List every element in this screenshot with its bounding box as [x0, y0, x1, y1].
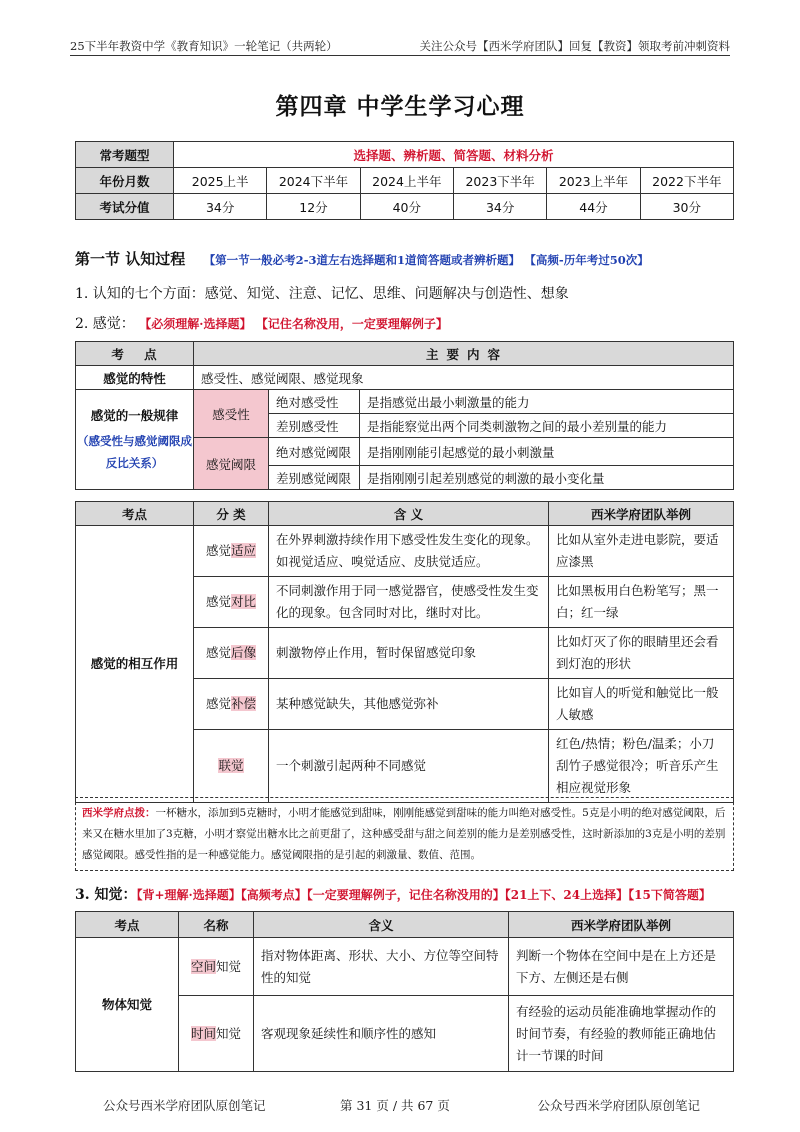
- years-label: 年份月数: [76, 168, 174, 194]
- score-cell: 34分: [174, 194, 267, 220]
- interaction-meaning: 一个刺激引起两种不同感觉: [269, 730, 549, 803]
- interaction-meaning: 刺激物停止作用，暂时保留感觉印象: [269, 628, 549, 679]
- perception-key: 物体知觉: [76, 938, 179, 1072]
- item-perception-label: 3. 知觉：: [75, 887, 137, 903]
- law-term: 绝对感受性: [269, 390, 360, 414]
- perception-name: [179, 996, 254, 1072]
- table-header-cell: 考 点: [76, 342, 194, 366]
- footer-left-text: 公众号西米学府团队原创笔记: [103, 1098, 266, 1113]
- page-number: 第 31 页 / 共 67 页: [340, 1098, 450, 1113]
- sensation-law-key: [76, 390, 194, 490]
- question-types-label: 常考题型: [76, 142, 174, 168]
- type-highlight: 联觉: [218, 758, 244, 773]
- year-cell: 2024上半年: [360, 168, 453, 194]
- item-sensation-tag: 【记住名称没用，一定要理解例子】: [255, 317, 448, 331]
- table-header-cell: 分 类: [194, 502, 269, 526]
- tip-text: 一杯糖水，添加到5克糖时，小明才能感觉到甜味，刚刚能感觉到甜味的能力叫绝对感受性。5克是小明的绝对感觉阈限，后来又在糖水里加了3克糖，小明才察觉出糖水比之前更甜了，这种感受甜与甜之间差别的能力是差别感受性，这时新添加的3克是小明的差别感觉阈限。感受性指的是一种感觉能力。感觉阈限指的是引起的刺激量、数值、范围。: [82, 807, 726, 861]
- year-cell: 2023下半年: [453, 168, 546, 194]
- interaction-meaning: 不同刺激作用于同一感觉器官，使感受性发生变化的现象。包含同时对比，继时对比。: [269, 577, 549, 628]
- law-term: 差别感受性: [269, 414, 360, 438]
- interaction-example: 比如盲人的听觉和触觉比一般人敏感: [549, 679, 734, 730]
- score-cell: 40分: [360, 194, 453, 220]
- item-perception: [75, 884, 711, 904]
- score-cell: 44分: [547, 194, 640, 220]
- header-left-text: 25下半年教资中学《教育知识》一轮笔记（共两轮）: [70, 39, 338, 53]
- table-header-cell: 主要内容: [194, 342, 734, 366]
- table-header-cell: 含 义: [269, 502, 549, 526]
- sensation-feature-value: 感受性、感觉阈限、感觉现象: [194, 366, 734, 390]
- tip-heading: 西米学府点拨：: [82, 807, 156, 819]
- type-highlight: 对比: [231, 594, 257, 609]
- tip-box: [75, 797, 734, 871]
- section-title: 第一节 认知过程: [75, 250, 186, 268]
- interaction-type: [194, 679, 269, 730]
- header-right-text: 关注公众号【西米学府团队】回复【教资】领取考前冲刺资料: [419, 39, 730, 53]
- type-prefix: 感觉: [205, 696, 231, 711]
- interaction-type: [194, 628, 269, 679]
- law-definition: 是指能察觉出两个同类刺激物之间的最小差别量的能力: [360, 414, 734, 438]
- interaction-type: [194, 577, 269, 628]
- sensitivity-group: 感受性: [194, 390, 269, 438]
- chapter-title: 第四章 中学生学习心理: [275, 93, 525, 120]
- section-frequency-note: 【高频-历年考过50次】: [524, 253, 649, 267]
- item-perception-tags: 【背+理解·选择题】【高频考点】【一定要理解例子，记住名称没用的】【21上下、24上选择】【15下简答题】: [136, 888, 711, 902]
- year-cell: 2022下半年: [640, 168, 733, 194]
- interaction-example: 比如灯灭了你的眼睛里还会看到灯泡的形状: [549, 628, 734, 679]
- interaction-key: 感觉的相互作用: [76, 526, 194, 803]
- interaction-example: 比如黑板用白色粉笔写；黑一白；红一绿: [549, 577, 734, 628]
- sensation-feature-key: 感觉的特性: [76, 366, 194, 390]
- interaction-example: 红色/热情；粉色/温柔；小刀刮竹子感觉很冷；听音乐产生相应视觉形象: [549, 730, 734, 803]
- name-highlight: 时间: [190, 1025, 216, 1041]
- section-note: 【第一节一般必考2-3道左右选择题和1道简答题或者辨析题】: [203, 253, 520, 267]
- name-suffix: 知觉: [216, 1025, 242, 1041]
- object-perception-table: [75, 911, 734, 1072]
- year-cell: 2023上半年: [547, 168, 640, 194]
- section-heading: [75, 248, 649, 269]
- score-cell: 30分: [640, 194, 733, 220]
- law-term: 差别感觉阈限: [269, 466, 360, 490]
- perception-name: [179, 938, 254, 996]
- question-types-value: 选择题、辨析题、简答题、材料分析: [174, 142, 734, 168]
- perception-example: 判断一个物体在空间中是在上方还是下方、左侧还是右侧: [509, 938, 734, 996]
- item-sensation-tag: 【必须理解·选择题】: [139, 317, 252, 331]
- perception-meaning: 客观现象延续性和顺序性的感知: [254, 996, 509, 1072]
- table-header-cell: 考点: [76, 912, 179, 938]
- type-prefix: 感觉: [205, 645, 231, 660]
- name-highlight: 空间: [190, 958, 216, 974]
- table-header-cell: 名称: [179, 912, 254, 938]
- threshold-group: 感觉阈限: [194, 438, 269, 490]
- sensation-law-table: [75, 341, 734, 490]
- sensation-law-title: 感觉的一般规律: [90, 407, 179, 423]
- scores-label: 考试分值: [76, 194, 174, 220]
- score-cell: 12分: [267, 194, 360, 220]
- footer-right-text: 公众号西米学府团队原创笔记: [537, 1098, 700, 1113]
- item-sensation-label: 2. 感觉：: [75, 316, 135, 332]
- type-prefix: 感觉: [205, 543, 231, 558]
- item-sensation: [75, 313, 448, 333]
- type-highlight: 适应: [231, 543, 257, 558]
- year-cell: 2024下半年: [267, 168, 360, 194]
- year-cell: 2025上半: [174, 168, 267, 194]
- table-header-cell: 含义: [254, 912, 509, 938]
- table-header-cell: 西米学府团队举例: [549, 502, 734, 526]
- perception-meaning: 指对物体距离、形状、大小、方位等空间特性的知觉: [254, 938, 509, 996]
- interaction-meaning: 在外界刺激持续作用下感受性发生变化的现象。如视觉适应、嗅觉适应、皮肤觉适应。: [269, 526, 549, 577]
- law-term: 绝对感觉阈限: [269, 438, 360, 466]
- law-definition: 是指刚刚引起差别感觉的刺激的最小变化量: [360, 466, 734, 490]
- type-highlight: 后像: [231, 645, 257, 660]
- exam-stats-table: [75, 141, 734, 220]
- type-highlight: 补偿: [231, 696, 257, 711]
- name-suffix: 知觉: [216, 958, 242, 974]
- law-definition: 是指刚刚能引起感觉的最小刺激量: [360, 438, 734, 466]
- table-header-cell: 考点: [76, 502, 194, 526]
- page-header: [70, 38, 730, 56]
- score-cell: 34分: [453, 194, 546, 220]
- table-header-cell: 西米学府团队举例: [509, 912, 734, 938]
- item-cognition: 1. 认知的七个方面：感觉、知觉、注意、记忆、思维、问题解决与创造性、想象: [75, 286, 569, 302]
- interaction-example: 比如从室外走进电影院，要适应漆黑: [549, 526, 734, 577]
- interaction-type: [194, 730, 269, 803]
- perception-example: 有经验的运动员能准确地掌握动作的时间节奏，有经验的教师能正确地估计一节课的时间: [509, 996, 734, 1072]
- sensation-law-note: （感受性与感觉阈限成反比关系）: [77, 433, 192, 470]
- type-prefix: 感觉: [205, 594, 231, 609]
- interaction-type: [194, 526, 269, 577]
- sensation-interaction-table: [75, 501, 734, 803]
- interaction-meaning: 某种感觉缺失，其他感觉弥补: [269, 679, 549, 730]
- law-definition: 是指感觉出最小刺激量的能力: [360, 390, 734, 414]
